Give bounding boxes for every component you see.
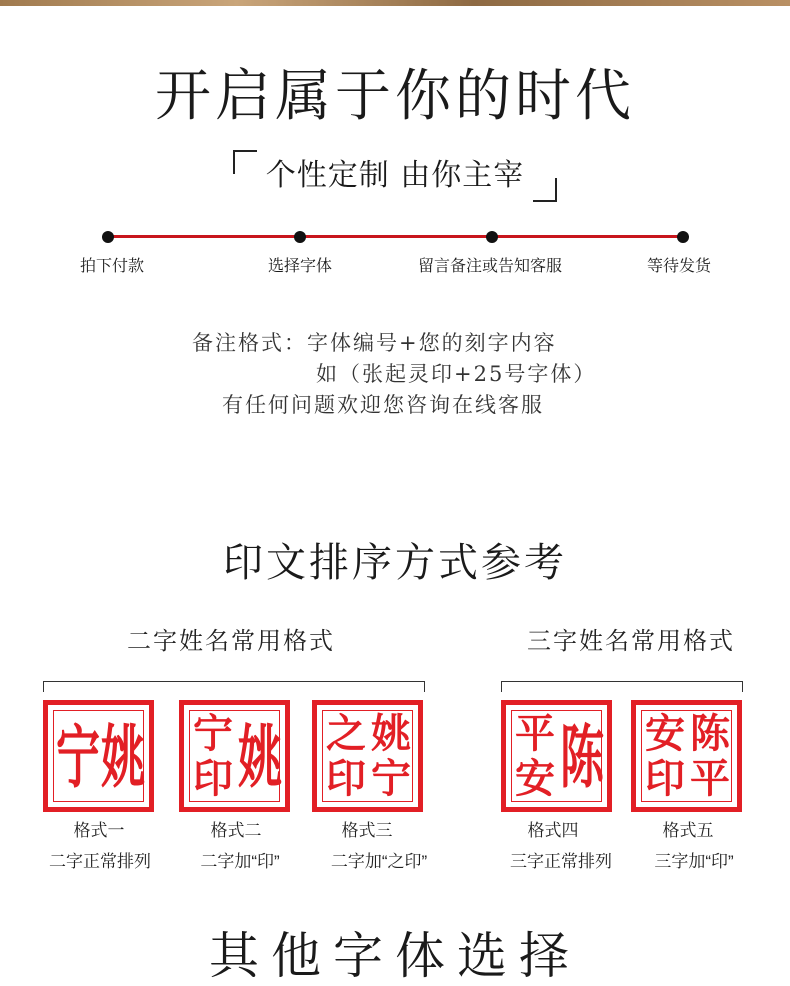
seal-char: 印	[193, 755, 233, 802]
format-name-2: 格式二	[210, 821, 262, 840]
seal-format-5	[631, 700, 742, 812]
step-label-font: 选择字体	[267, 256, 333, 275]
timeline-dot-2	[294, 231, 306, 243]
corner-bracket-bottom-right	[533, 178, 557, 202]
seal-char: 之	[326, 710, 366, 757]
top-decorative-bar	[0, 0, 790, 6]
timeline-dot-1	[102, 231, 114, 243]
note-example: 如（张起灵印+25号字体）	[316, 362, 597, 386]
timeline-dot-4	[677, 231, 689, 243]
seal-char: 姚	[371, 710, 411, 757]
subtitle: 个性定制 由你主宰	[265, 158, 525, 193]
note-contact: 有任何问题欢迎您咨询在线客服	[222, 393, 544, 417]
step-label-note: 留言备注或告知客服	[417, 256, 563, 275]
group-title-three-char: 三字姓名常用格式	[527, 627, 735, 655]
format-desc-1: 二字正常排列	[49, 852, 151, 871]
seal-char: 宁	[193, 710, 233, 757]
seal-format-4	[501, 700, 612, 812]
section-title: 印文排序方式参考	[223, 540, 567, 586]
format-name-4: 格式四	[527, 821, 579, 840]
seal-char: 安	[645, 710, 685, 757]
format-name-3: 格式三	[341, 821, 393, 840]
seal-char: 陈	[560, 718, 604, 798]
step-label-ship: 等待发货	[646, 256, 712, 275]
bottom-section-title: 其他字体选择	[209, 927, 581, 985]
subtitle-box	[233, 150, 557, 202]
process-timeline	[106, 234, 686, 240]
seal-char: 姚	[101, 718, 145, 798]
format-desc-3: 二字加“之印”	[330, 852, 428, 871]
seal-char: 平	[515, 710, 555, 757]
seal-char: 印	[326, 755, 366, 802]
seal-char: 印	[645, 755, 685, 802]
format-name-5: 格式五	[662, 821, 714, 840]
format-name-1: 格式一	[73, 821, 125, 840]
note-format: 备注格式：字体编号+您的刻字内容	[192, 331, 557, 355]
format-desc-5: 三字加“印”	[654, 852, 734, 871]
step-label-pay: 拍下付款	[79, 256, 145, 275]
seal-char: 平	[690, 755, 730, 802]
seal-format-3	[312, 700, 423, 812]
seal-char: 安	[515, 755, 555, 802]
timeline-line	[106, 235, 684, 238]
seal-char: 宁	[371, 755, 411, 802]
seal-char: 姚	[238, 718, 282, 798]
timeline-dot-3	[486, 231, 498, 243]
group-title-two-char: 二字姓名常用格式	[127, 627, 335, 655]
seal-char: 宁	[56, 718, 100, 798]
seal-format-2	[179, 700, 290, 812]
page-title: 开启属于你的时代	[155, 64, 635, 129]
group-bracket-two-char	[43, 681, 425, 692]
format-desc-2: 二字加“印”	[200, 852, 280, 871]
seal-char: 陈	[690, 710, 730, 757]
group-bracket-three-char	[501, 681, 743, 692]
format-desc-4: 三字正常排列	[510, 852, 612, 871]
seal-format-1	[43, 700, 154, 812]
